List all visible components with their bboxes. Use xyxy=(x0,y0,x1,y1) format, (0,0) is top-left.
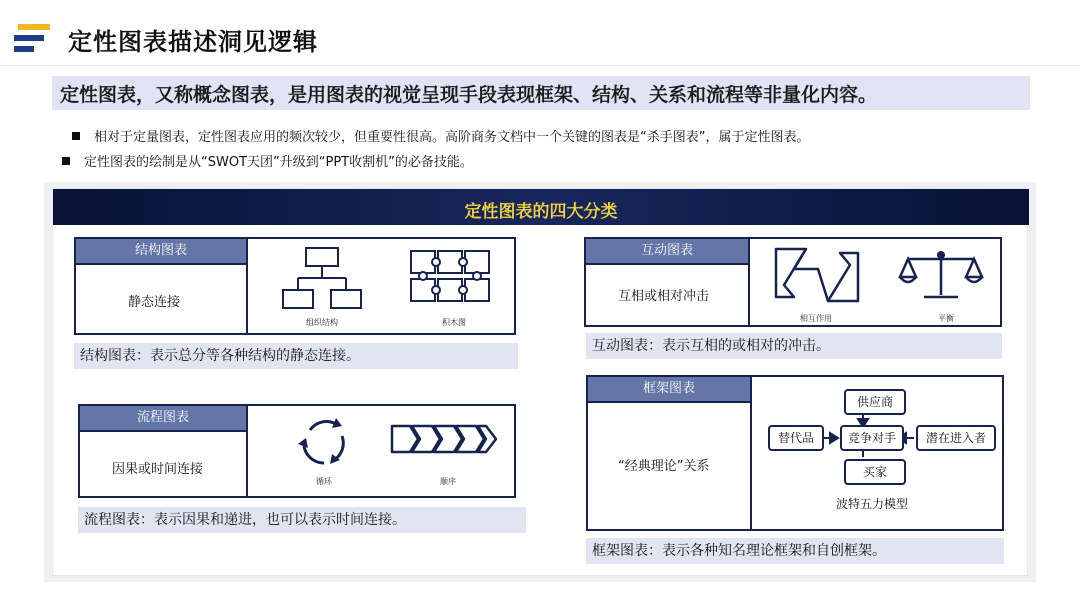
bullet-square-icon xyxy=(62,157,70,165)
panel-header xyxy=(53,189,1029,225)
card-tag: 结构图表 xyxy=(76,239,246,263)
logo-icon xyxy=(14,24,54,54)
porter-new-entrants: 潜在进入者 xyxy=(916,425,996,451)
card-caption: 互动图表：表示互相的或相对的冲击。 xyxy=(586,333,1002,359)
definition-banner xyxy=(52,76,1030,110)
porter-supplier: 供应商 xyxy=(844,389,906,415)
panel-title: 定性图表的四大分类 xyxy=(464,202,618,222)
icon-label: 平衡 xyxy=(938,314,954,323)
card-desc: 互相或相对冲击 xyxy=(618,289,710,304)
interaction-icon xyxy=(772,245,862,305)
card-caption: 框架图表：表示各种知名理论框架和自创框架。 xyxy=(586,538,1004,564)
bullet-square-icon xyxy=(72,132,80,140)
card-process xyxy=(78,404,516,498)
divider xyxy=(76,263,246,265)
balance-scale-icon xyxy=(898,249,984,301)
porter-model-label: 波特五力模型 xyxy=(836,497,909,511)
definition-text: 定性图表，又称概念图表，是用图表的视觉呈现手段表现框架、结构、关系和流程等非量化内容。 xyxy=(60,84,878,106)
bullet-item xyxy=(62,151,473,170)
card-caption: 流程图表：表示因果和递进，也可以表示时间连接。 xyxy=(78,507,526,533)
bullet-text: 相对于定量图表，定性图表应用的频次较少，但重要性很高。高阶商务文档中一个关键的图表是“杀手图表”，属于定性图表。 xyxy=(94,130,810,145)
card-framework xyxy=(586,375,1004,531)
card-tag: 框架图表 xyxy=(588,377,750,401)
card-desc: 静态连接 xyxy=(128,295,181,310)
page-title: 定性图表描述洞见逻辑 xyxy=(68,28,318,56)
divider xyxy=(588,401,750,403)
porter-buyers: 买家 xyxy=(844,459,906,485)
org-chart-icon xyxy=(281,245,363,313)
divider xyxy=(748,239,750,325)
card-interaction xyxy=(584,237,1002,327)
card-caption: 结构图表：表示总分等各种结构的静态连接。 xyxy=(74,343,518,369)
divider xyxy=(586,263,748,265)
icon-label: 组织结构 xyxy=(306,318,338,327)
porter-substitutes: 替代品 xyxy=(768,425,824,451)
card-structure xyxy=(74,237,516,335)
divider xyxy=(246,239,248,333)
bullet-item xyxy=(72,126,809,145)
icon-label: 循环 xyxy=(316,477,332,486)
sequence-icon xyxy=(390,422,500,456)
icon-label: 顺序 xyxy=(440,477,456,486)
icon-label: 积木图 xyxy=(442,318,466,327)
cycle-icon xyxy=(298,416,350,468)
card-tag: 流程图表 xyxy=(80,406,246,430)
classification-panel xyxy=(52,188,1028,576)
card-desc: 因果或时间连接 xyxy=(112,462,204,477)
divider xyxy=(80,430,246,432)
divider xyxy=(246,406,248,496)
header-bar xyxy=(0,0,1080,66)
porter-competitors: 竞争对手 xyxy=(840,425,904,451)
puzzle-icon xyxy=(408,247,492,307)
card-tag: 互动图表 xyxy=(586,239,748,263)
icon-label: 相互作用 xyxy=(800,314,832,323)
bullet-text: 定性图表的绘制是从“SWOT天团”升级到“PPT收割机”的必备技能。 xyxy=(84,155,473,170)
card-desc: “经典理论”关系 xyxy=(618,459,710,474)
